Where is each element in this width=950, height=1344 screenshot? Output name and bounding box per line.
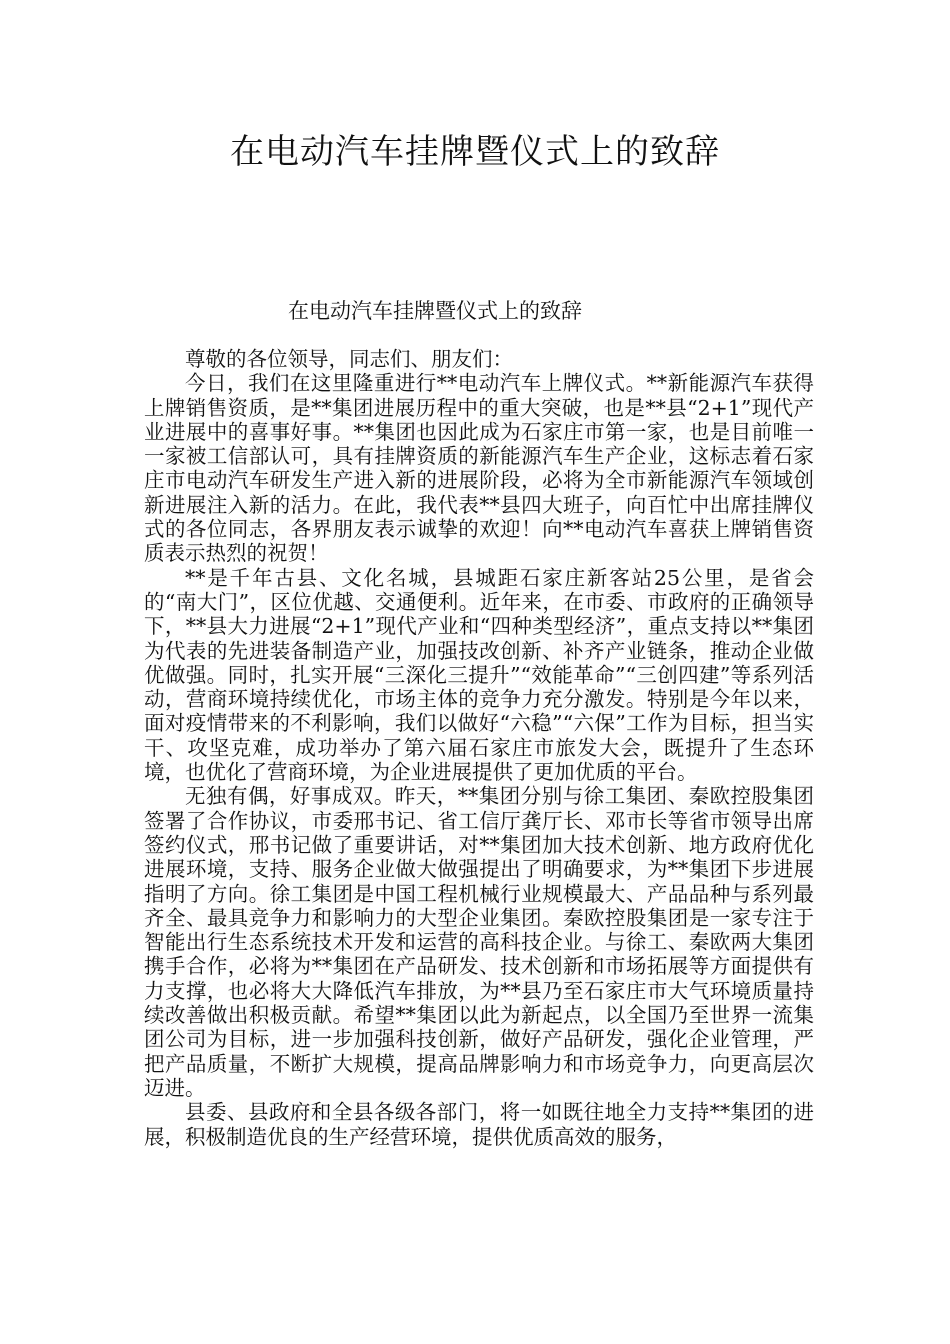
paragraph: 今日，我们在这里隆重进行**电动汽车上牌仪式。**新能源汽车获得上牌销售资质，是**集团进展历程中的重大突破，也是**县“2+1”现代产业进展中的喜事好事。**集团也因此成为石家庄市第一家，也是目前唯一一家被工信部认可，具有挂牌资质的新能源汽车生产企业，这标志着石家庄市电动汽车研发生产进入新的进展阶段，必将为全市新能源汽车领域创新进展注入新的活力。在此，我代表**县四大班子，向百忙中出席挂牌仪式的各位同志，各界朋友表示诚挚的欢迎！向**电动汽车喜获上牌销售资质表示热烈的祝贺！: [144, 371, 814, 566]
paragraph: 无独有偶，好事成双。昨天，**集团分别与徐工集团、秦欧控股集团签署了合作协议，市委邢书记、省工信厅龚厅长、邓市长等省市领导出席签约仪式，邢书记做了重要讲话，对**集团加大技术创新、地方政府优化进展环境，支持、服务企业做大做强提出了明确要求，为**集团下步进展指明了方向。徐工集团是中国工程机械行业规模最大、产品品种与系列最齐全、最具竞争力和影响力的大型企业集团。秦欧控股集团是一家专注于智能出行生态系统技术开发和运营的高科技企业。与徐工、秦欧两大集团携手合作，必将为**集团在产品研发、技术创新和市场拓展等方面提供有力支撑，也必将大大降低汽车排放，为**县乃至石家庄市大气环境质量持续改善做出积极贡献。希望**集团以此为新起点，以全国乃至世界一流集团公司为目标，进一步加强科技创新，做好产品研发，强化企业管理，严把产品质量，不断扩大规模，提高品牌影响力和市场竞争力，向更高层次迈进。: [144, 784, 814, 1100]
document-body: [144, 347, 814, 1149]
document-title: 在电动汽车挂牌暨仪式上的致辞: [230, 132, 720, 172]
document-subtitle: 在电动汽车挂牌暨仪式上的致辞: [288, 299, 582, 323]
paragraph: **是千年古县、文化名城，县城距石家庄新客站25公里，是省会的“南大门”，区位优越、交通便利。近年来，在市委、市政府的正确领导下，**县大力进展“2+1”现代产业和“四种类型经济”，重点支持以**集团为代表的先进装备制造产业，加强技改创新、补齐产业链条，推动企业做优做强。同时，扎实开展“三深化三提升”“效能革命”“三创四建”等系列活动，营商环境持续优化，市场主体的竞争力充分激发。特别是今年以来，面对疫情带来的不利影响，我们以做好“六稳”“六保”工作为目标，担当实干、攻坚克难，成功举办了第六届石家庄市旅发大会，既提升了生态环境，也优化了营商环境，为企业进展提供了更加优质的平台。: [144, 565, 814, 785]
paragraph-salutation: 尊敬的各位领导，同志们、朋友们：: [185, 347, 513, 371]
paragraph: 县委、县政府和全县各级各部门，将一如既往地全力支持**集团的进展，积极制造优良的生产经营环境，提供优质高效的服务，: [144, 1100, 814, 1149]
